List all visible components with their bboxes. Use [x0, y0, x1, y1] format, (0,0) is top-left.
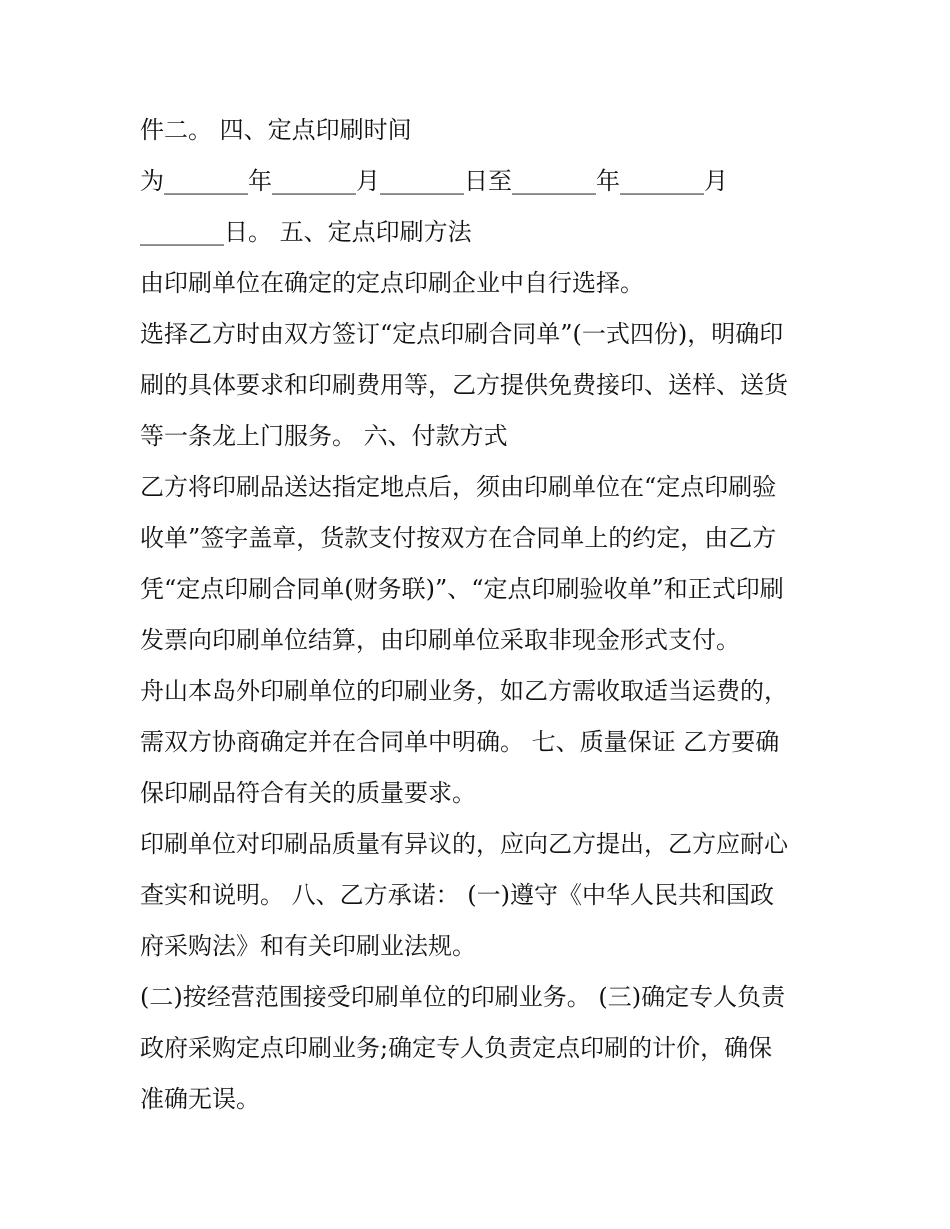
text-line: _______日。 五、定点印刷方法	[140, 218, 472, 246]
text-line: 凭“定点印刷合同单(财务联)”、“定点印刷验收单”和正式印刷	[140, 575, 784, 603]
text-line: 刷的具体要求和印刷费用等，乙方提供免费接印、送样、送货	[140, 371, 788, 399]
text-line: 舟山本岛外印刷单位的印刷业务，如乙方需收取适当运费的，	[140, 677, 788, 705]
text-line: 发票向印刷单位结算，由印刷单位采取非现金形式支付。	[140, 626, 740, 654]
text-line: 乙方将印刷品送达指定地点后，须由印刷单位在“定点印刷验	[140, 473, 777, 501]
text-line: 保印刷品符合有关的质量要求。	[140, 779, 476, 807]
text-line: 政府采购定点印刷业务;确定专人负责定点印刷的计价，确保	[140, 1034, 773, 1062]
text-line: 件二。 四、定点印刷时间	[140, 116, 412, 144]
text-line: (二)按经营范围接受印刷单位的印刷业务。 (三)确定专人负责	[140, 983, 786, 1011]
document-body	[140, 105, 820, 1125]
text-line: 需双方协商确定并在合同单中明确。 七、质量保证 乙方要确	[140, 728, 780, 756]
text-line: 等一条龙上门服务。 六、付款方式	[140, 422, 508, 450]
text-line: 印刷单位对印刷品质量有异议的，应向乙方提出，乙方应耐心	[140, 830, 788, 858]
text-line: 准确无误。	[140, 1085, 260, 1113]
text-line: 选择乙方时由双方签订“定点印刷合同单”(一式四份)，明确印	[140, 320, 784, 348]
text-line: 为_______年_______月_______日至_______年_______月	[140, 167, 728, 195]
text-line: 府采购法》和有关印刷业法规。	[140, 932, 476, 960]
text-line: 收单”签字盖章，货款支付按双方在合同单上的约定，由乙方	[140, 524, 777, 552]
text-line: 由印刷单位在确定的定点印刷企业中自行选择。	[140, 269, 644, 297]
text-line: 查实和说明。 八、乙方承诺： (一)遵守《中华人民共和国政	[140, 881, 774, 909]
